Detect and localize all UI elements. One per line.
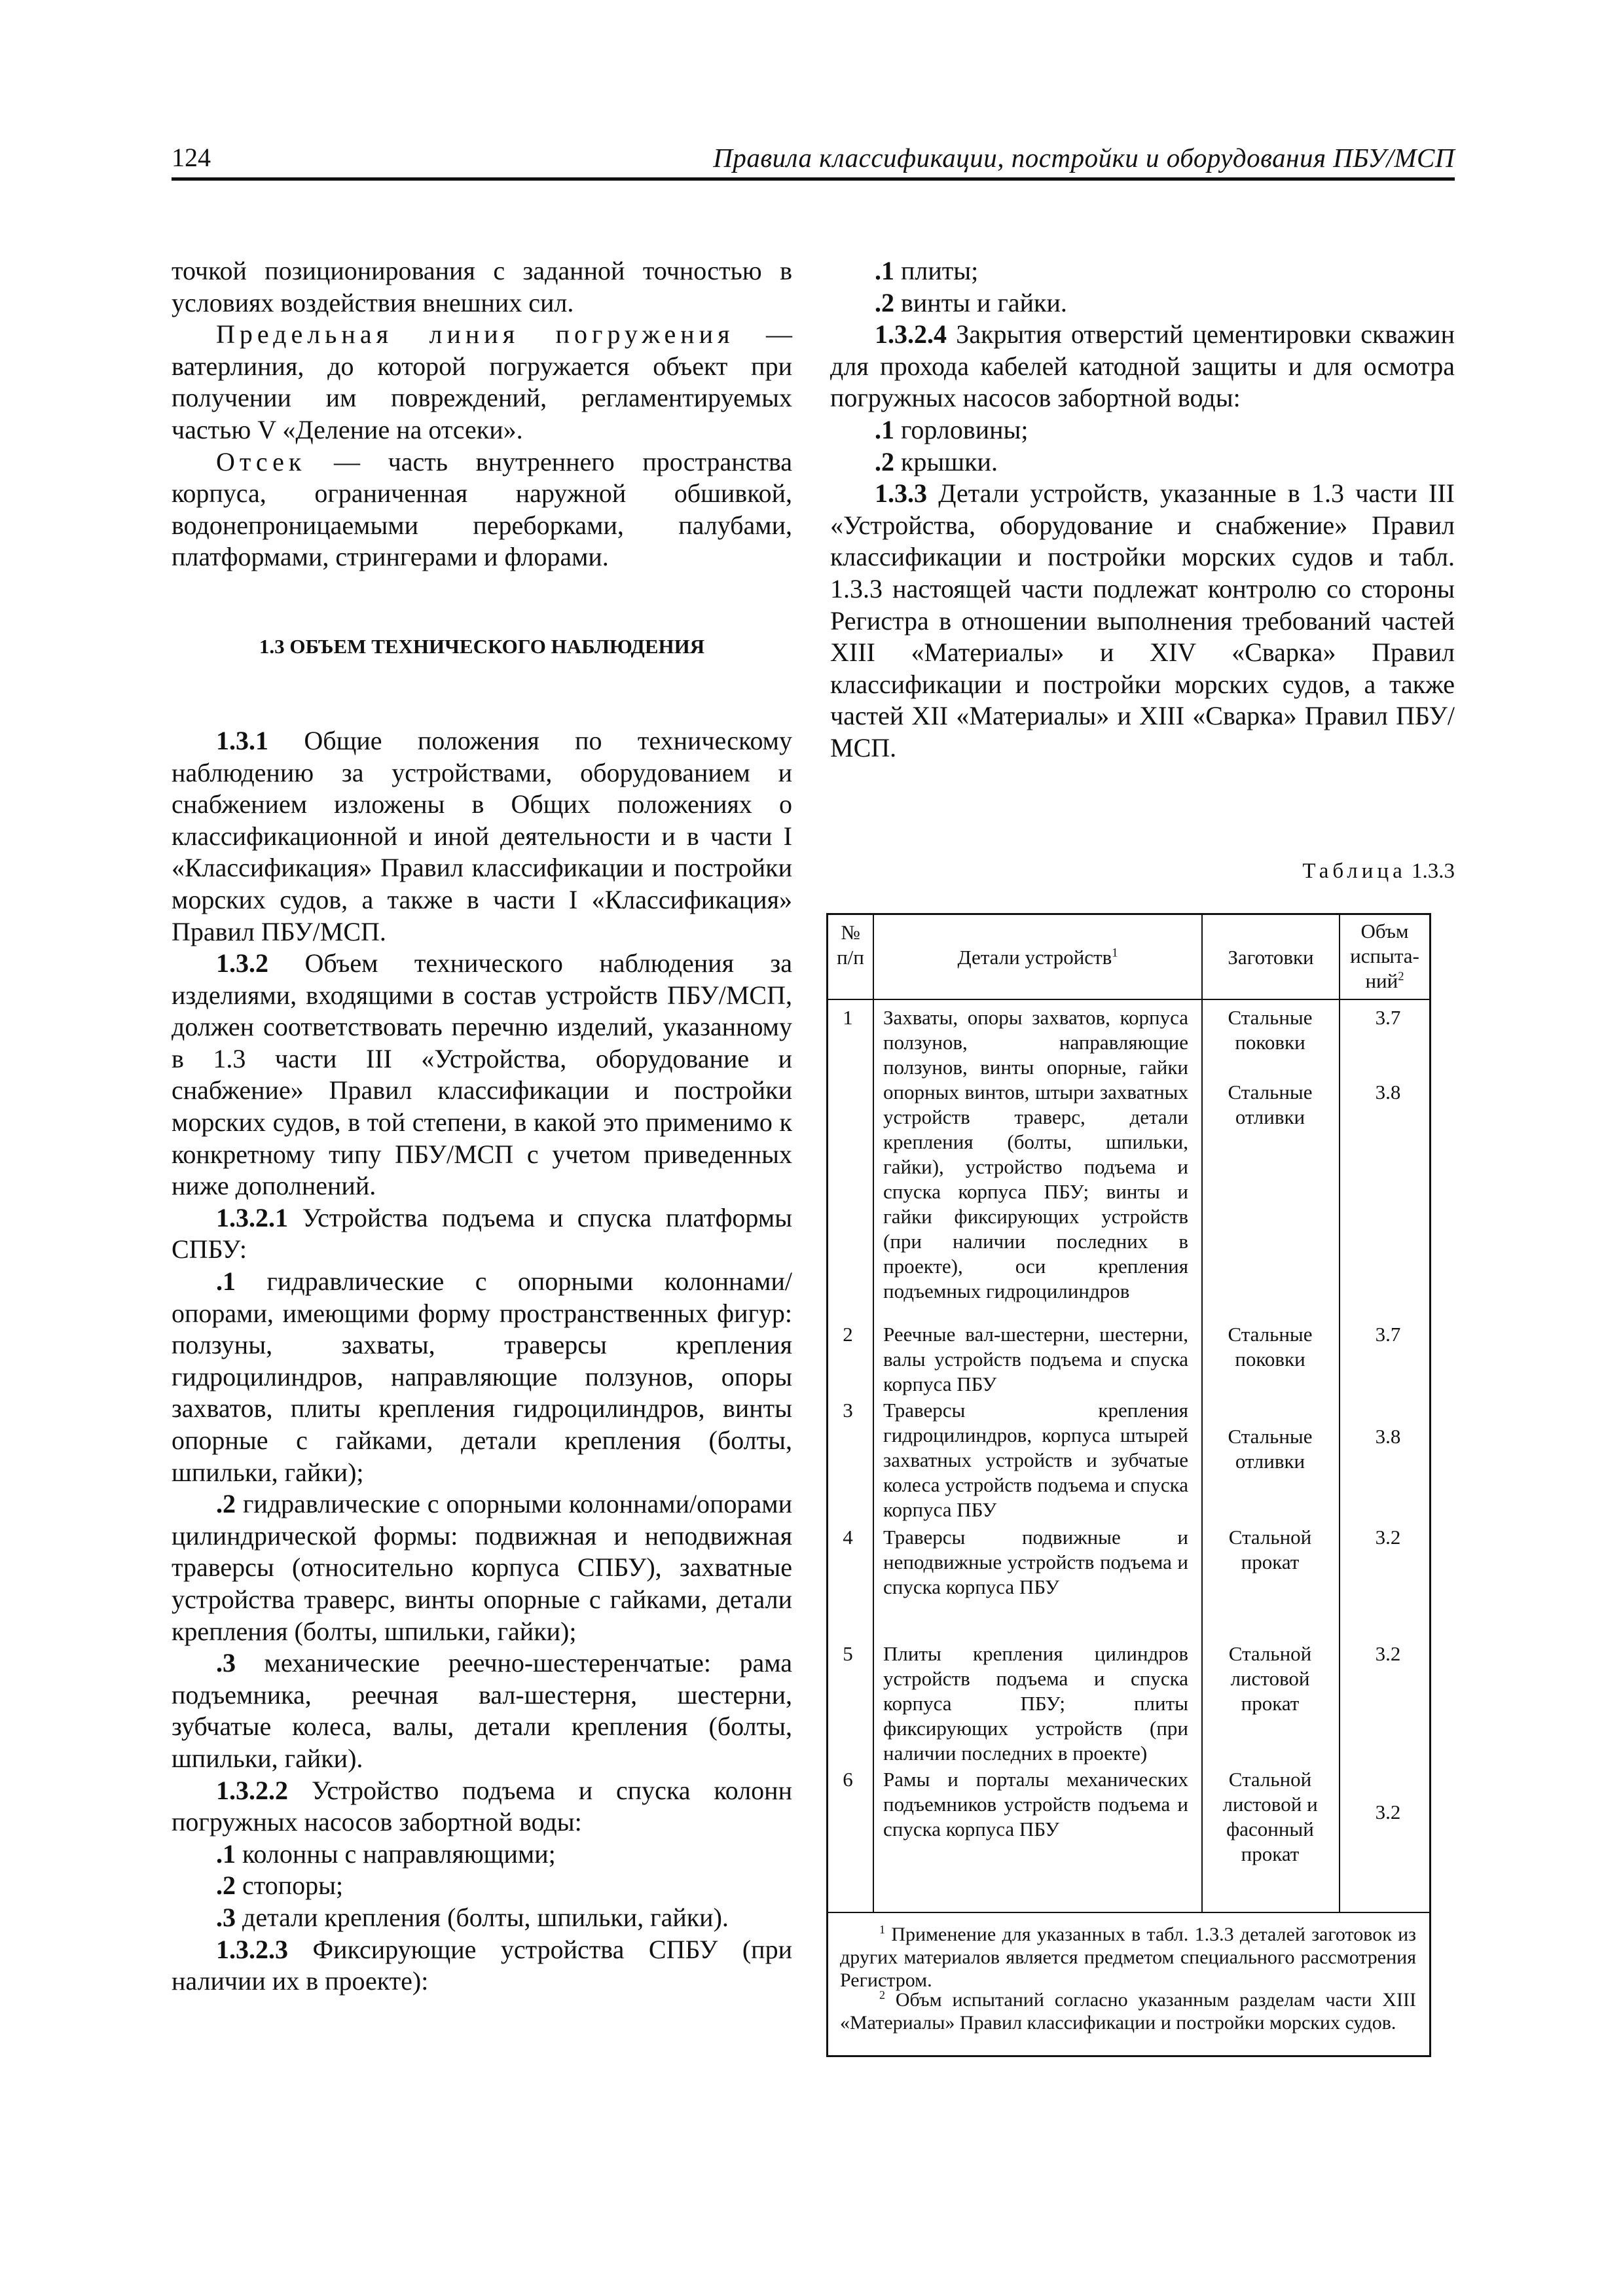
definition: — часть внутреннего пространства корпуса, ограниченная наружной обшивкой, водонепроницаемыми переборками, палубами, платформами, стрингерами и флорами.: [172, 446, 792, 572]
right-column: [830, 255, 1455, 764]
footnote-mark: 1: [879, 1923, 885, 1936]
paragraph: [830, 478, 1455, 764]
list-item: [172, 1902, 792, 1934]
row-number: 6: [843, 1768, 853, 1791]
item-text: винты и гайки.: [894, 287, 1067, 317]
footnote-divider: [828, 1912, 1429, 1913]
paragraph-text: Объем технического наблюдения за изделиями, входящими в состав устройств ПБУ/МСП, должен соответствовать перечню изделий, указанному в 1.3 части III «Устройства, оборудование и снабжение» Правил классификации и постройки морских судов, в той степени, в какой это применимо к конкретному типу ПБУ/МСП с учетом приведенных ниже дополнений.: [172, 948, 792, 1201]
paragraph: [830, 319, 1455, 414]
footnote-mark: 1: [1112, 946, 1118, 960]
paragraph-text: Общие положения по техническому наблюдению за устройствами, оборудованием и снабжением изложены в Общих положениях о классификационной и иной деятельности и в части I «Классификация» Правил классификации и постройки морских судов, а также в части I «Классификация» Правил ПБУ/МСП.: [172, 725, 792, 946]
item-number: .1: [216, 1266, 236, 1297]
row-volume: 3.8: [1375, 1425, 1401, 1448]
item-number: .3: [216, 1902, 236, 1932]
item-number: .2: [875, 446, 894, 476]
clause-number: 1.3.2.4: [875, 319, 947, 350]
paragraph: точкой позиционирования с заданной точностью в условиях воздействия внешних сил.: [172, 256, 792, 317]
item-text: механические реечно-шестеренчатые: рама подъемника, реечная вал-шестерня, шестерни, зубчатые колеса, валы, детали крепления (болты, шпильки, гайки).: [172, 1648, 792, 1773]
paragraph: [172, 1775, 792, 1839]
row-volume: 3.2: [1375, 1642, 1401, 1665]
row-volume: 3.7: [1375, 1323, 1401, 1346]
item-text: гидравлические с опорными колоннами/опорами, имеющими форму пространственных фигур: ползуны, захваты, траверсы крепления гидроцилиндров, направляющие ползунов, опоры захватов, плиты крепления гидроцилиндров, винты опорные с гайками, детали крепления (болты, шпильки, гайки);: [172, 1266, 792, 1487]
row-number: 5: [843, 1642, 853, 1665]
row-volume: 3.2: [1375, 1526, 1401, 1549]
header-blank: Заготовки: [1228, 946, 1314, 969]
list-item: [172, 1870, 792, 1902]
header-text: Объм: [1360, 920, 1409, 942]
row-number: 4: [843, 1526, 853, 1549]
list-item: [172, 1839, 792, 1871]
table-1-3-3: [826, 913, 1431, 2057]
footnote-1: [840, 1923, 1416, 1992]
row-detail: Реечные вал-шестерни, шестерни, валы устройств подъема и спуска корпуса ПБУ: [883, 1323, 1188, 1395]
running-title: Правила классификации, постройки и оборудования ПБУ/МСП: [713, 143, 1455, 173]
header-divider: [828, 999, 1429, 1000]
row-detail: Траверсы подвижные и неподвижные устройств подъема и спуска корпуса ПБУ: [883, 1526, 1188, 1598]
row-volume: 3.8: [1375, 1081, 1401, 1103]
row-detail: Траверсы крепления гидроцилиндров, корпуса штырей захватных устройств и зубчатые колеса устройств подъема и спуска корпуса ПБУ: [883, 1399, 1188, 1521]
item-number: .1: [875, 414, 894, 444]
item-text: стопоры;: [236, 1871, 344, 1901]
row-volume: 3.7: [1375, 1006, 1401, 1029]
row-detail: Рамы и порталы механических подъемников устройств подъема и спуска корпуса ПБУ: [883, 1768, 1188, 1840]
row-blank: Стальные поковки: [1228, 1323, 1313, 1371]
list-item: [830, 255, 1455, 287]
header-detail: [874, 945, 1201, 970]
table-caption-number: 1.3.3: [1406, 859, 1455, 883]
table-caption-word: Таблица: [1302, 859, 1406, 883]
page-number: 124: [172, 143, 211, 172]
item-text: колонны с направляющими;: [236, 1839, 556, 1869]
section-title: 1.3 ОБЪЕМ ТЕХНИЧЕСКОГО НАБЛЮДЕНИЯ: [259, 634, 705, 658]
item-text: крышки.: [894, 446, 998, 476]
footnote-text: Объм испытаний согласно указанным разделам части XIII «Материалы» Правил классификации и постройки морских судов.: [840, 1989, 1416, 2034]
row-blank: Стальной листовой прокат: [1228, 1642, 1312, 1715]
column-divider: [1339, 915, 1340, 1912]
paragraph: [172, 1202, 792, 1266]
header-number: [828, 920, 873, 970]
row-number: 3: [843, 1399, 853, 1422]
table-caption: [830, 859, 1455, 884]
row-number: 1: [843, 1006, 853, 1029]
paragraph-text: Устройство подъема и спуска колонн погружных насосов забортной воды:: [172, 1775, 792, 1837]
item-number: .1: [216, 1839, 236, 1869]
paragraph-text: Закрытия отверстий цементировки скважин для прохода кабелей катодной защиты и для осмотра погружных насосов забортной воды:: [830, 319, 1455, 413]
row-detail: Плиты крепления цилиндров устройств подъема и спуска корпуса ПБУ; плиты фиксирующих устройств (при наличии последних в проекте): [883, 1642, 1188, 1765]
footnote-2: [840, 1988, 1416, 2034]
item-text: гидравлические с опорными колоннами/опорами цилиндрической формы: подвижная и неподвижная траверсы (относительно корпуса СПБУ), захватные устройства траверс, винты опорные с гайками, детали крепления (болты, шпильки, гайки);: [172, 1489, 792, 1646]
list-item: [172, 1266, 792, 1488]
list-item: [172, 1647, 792, 1774]
column-divider: [873, 915, 874, 1912]
term: Отсек: [216, 446, 306, 476]
paragraph: [172, 948, 792, 1202]
header-rule: [172, 177, 1455, 181]
paragraph-text: Детали устройств, указанные в 1.3 части III «Устройства, оборудование и снабжение» Правил классификации и постройки морских судов и табл. 1.3.3 настоящей части подлежат контролю со стороны Регистра в отношении выполнения требований частей XIII «Материалы» и XIV «Сварка» Правил классификации и постройки морских судов, а также частей XII «Материалы» и XIII «Сварка» Правил ПБУ/МСП.: [830, 478, 1455, 762]
footnote-mark: 2: [1398, 969, 1404, 984]
row-volume: 3.2: [1375, 1801, 1401, 1823]
header-text: №: [841, 921, 860, 944]
clause-number: 1.3.1: [216, 725, 268, 755]
header-volume: [1340, 919, 1429, 994]
paragraph: [172, 1934, 792, 1998]
clause-number: 1.3.2.2: [216, 1775, 288, 1805]
header-text: ний: [1365, 969, 1398, 992]
item-number: .1: [875, 256, 894, 285]
paragraph-text: Устройства подъема и спуска платформы СПБУ:: [172, 1202, 792, 1265]
clause-number: 1.3.3: [875, 478, 927, 509]
item-number: .2: [216, 1489, 236, 1519]
row-number: 2: [843, 1323, 853, 1346]
row-blank: Стальные отливки: [1228, 1081, 1313, 1128]
row-blank: Стальные поковки: [1228, 1006, 1313, 1054]
row-blank: Стальной прокат: [1228, 1526, 1312, 1573]
paragraph-definition: [172, 446, 792, 573]
item-number: .3: [216, 1648, 236, 1678]
clause-number: 1.3.2.1: [216, 1202, 288, 1232]
row-detail: Захваты, опоры захватов, корпуса ползунов, направляющие ползунов, винты опорные, гайки опорных винтов, штыри захватных устройств траверс, детали крепления (болты, шпильки, гайки), устройство подъема и спуска корпуса ПБУ; винты и гайки фиксирующих устройств (при наличии последних в проекте), оси крепления подъемных гидроцилиндров: [883, 1006, 1188, 1302]
paragraph: [172, 725, 792, 948]
item-text: горловины;: [894, 414, 1029, 444]
item-number: .2: [875, 287, 894, 317]
header-text: п/п: [837, 946, 864, 969]
list-item: [172, 1488, 792, 1647]
paragraph-text: Фиксирующие устройства СПБУ (при наличии их в проекте):: [172, 1934, 792, 1996]
left-column: [172, 255, 792, 1998]
clause-number: 1.3.2: [216, 948, 268, 978]
paragraph-definition: [172, 319, 792, 446]
footnote-text: Применение для указанных в табл. 1.3.3 деталей заготовок из других материалов является предметом специального рассмотрения Регистром.: [840, 1924, 1416, 1991]
list-item: [830, 287, 1455, 319]
list-item: [830, 414, 1455, 446]
item-text: плиты;: [894, 256, 979, 285]
item-number: .2: [216, 1871, 236, 1901]
header-text: Детали устройств: [957, 946, 1112, 969]
clause-number: 1.3.2.3: [216, 1934, 288, 1964]
item-text: детали крепления (болты, шпильки, гайки).: [236, 1902, 729, 1932]
list-item: [830, 446, 1455, 478]
page-header: [172, 134, 1455, 180]
term: Предельная линия погружения: [216, 319, 735, 350]
footnote-mark: 2: [879, 1988, 885, 2001]
definition: — ватерлиния, до которой погружается объект при получении им повреждений, регламентируемых частью V «Деление на отсеки».: [172, 319, 793, 444]
row-blank: Стальные отливки: [1228, 1425, 1313, 1473]
header-text: испыта-: [1350, 944, 1419, 967]
row-blank: Стальной листовой и фасонный прокат: [1222, 1768, 1318, 1865]
column-divider: [1201, 915, 1203, 1912]
